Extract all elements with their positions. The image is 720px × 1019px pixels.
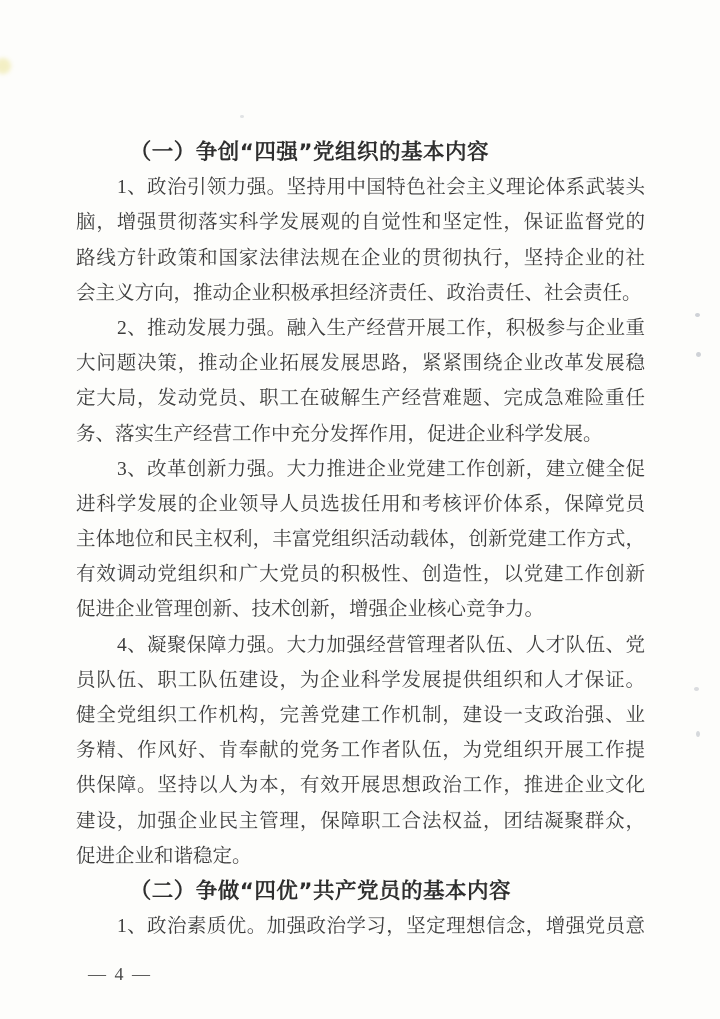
- document-body: [76, 135, 645, 944]
- paragraph-line: 3、改革创新力强。大力推进企业党建工作创新，建立健全促: [116, 458, 645, 480]
- section-heading: （一）争创“四强”党组织的基本内容: [129, 140, 490, 165]
- paragraph-line: 会主义方向，推动企业积极承担经济责任、政治责任、社会责任。: [76, 282, 642, 304]
- paragraph-line: 主体地位和民主权利，丰富党组织活动载体，创新党建工作方式，: [76, 529, 645, 551]
- paragraph-line: 4、凝聚保障力强。大力加强经营管理者队伍、人才队伍、党: [116, 634, 645, 656]
- paragraph-line: 1、政治素质优。加强政治学习，坚定理想信念，增强党员意: [116, 916, 645, 938]
- paragraph-line: 2、推动发展力强。融入生产经营开展工作，积极参与企业重: [116, 317, 645, 339]
- paragraph-line: 路线方针政策和国家法律法规在企业的贯彻执行，坚持企业的社: [76, 247, 645, 269]
- scan-speck: [696, 731, 700, 737]
- paragraph-line: 促进企业和谐稳定。: [76, 845, 252, 867]
- paragraph-line: 1、政治引领力强。坚持用中国特色社会主义理论体系武装头: [116, 177, 645, 199]
- paragraph-line: 进科学发展的企业领导人员选拔任用和考核评价体系，保障党员: [76, 493, 645, 515]
- paragraph-line: 员队伍、职工队伍建设，为企业科学发展提供组织和人才保证。: [76, 669, 645, 691]
- scan-smudge-mark: [0, 58, 11, 74]
- page-number: — 4 —: [88, 964, 152, 984]
- scan-speck: [696, 352, 701, 357]
- paragraph-line: 定大局，发动党员、职工在破解生产经营难题、完成急难险重任: [76, 388, 645, 410]
- scan-speck: [240, 115, 244, 118]
- paragraph-line: 脑，增强贯彻落实科学发展观的自觉性和坚定性，保证监督党的: [76, 212, 645, 234]
- section-heading: （二）争做“四优”共产党员的基本内容: [129, 878, 512, 904]
- paragraph-line: 务精、作风好、肯奉献的党务工作者队伍，为党组织开展工作提: [76, 740, 645, 762]
- scan-speck: [695, 313, 700, 317]
- paragraph-line: 建设，加强企业民主管理，保障职工合法权益，团结凝聚群众，: [76, 810, 645, 832]
- paragraph-line: 务、落实生产经营工作中充分发挥作用，促进企业科学发展。: [76, 423, 603, 445]
- paragraph-line: 有效调动党组织和广大党员的积极性、创造性，以党建工作创新: [76, 564, 645, 586]
- scan-speck: [694, 687, 699, 691]
- paragraph-line: 供保障。坚持以人为本，有效开展思想政治工作，推进企业文化: [76, 775, 645, 797]
- paragraph-line: 健全党组织工作机构，完善党建工作机制，建设一支政治强、业: [76, 705, 645, 726]
- paragraph-line: 大问题决策，推动企业拓展发展思路，紧紧围绕企业改革发展稳: [76, 353, 645, 375]
- paragraph-line: 促进企业管理创新、技术创新，增强企业核心竞争力。: [76, 599, 545, 621]
